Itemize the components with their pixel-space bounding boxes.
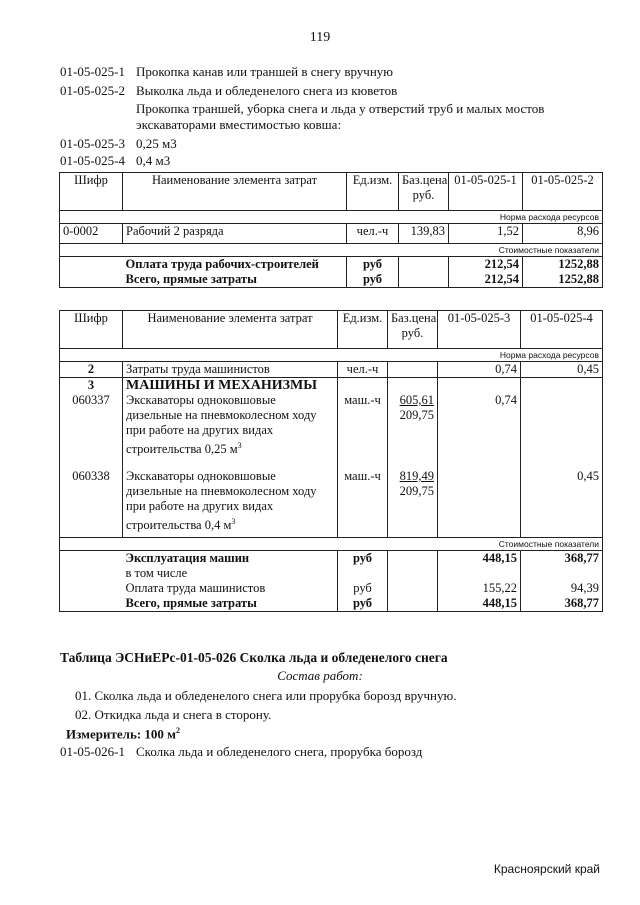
name-line: Экскаваторы одноковшовые bbox=[126, 469, 276, 484]
header-name: Наименование элемента затрат bbox=[123, 311, 338, 349]
cell-v1 bbox=[438, 469, 521, 538]
cell-code: 060338 bbox=[60, 469, 123, 538]
cell-name: Эксплуатация машин bbox=[123, 551, 338, 567]
header-col1: 01-05-025-1 bbox=[449, 173, 523, 211]
norm-label: Норма расхода ресурсов bbox=[60, 211, 603, 224]
header-code: Шифр bbox=[60, 173, 123, 211]
item-text: 0,25 м3 bbox=[136, 136, 177, 151]
cost-label: Стоимостные показатели bbox=[60, 538, 603, 551]
cell-v2 bbox=[521, 393, 603, 469]
cell-name bbox=[123, 393, 338, 469]
cell-unit: руб bbox=[338, 551, 388, 567]
mech-intro-line: Прокопка траншей, уборка снега и льда у отверстий труб и малых мостов bbox=[136, 101, 545, 116]
header-price: Баз.цена руб. bbox=[399, 173, 449, 211]
item-code: 01-05-025-2 bbox=[60, 83, 125, 98]
table-row bbox=[60, 393, 603, 469]
table-row bbox=[60, 257, 603, 273]
item-code: 01-05-025-1 bbox=[60, 64, 125, 79]
header-col2: 01-05-025-4 bbox=[521, 311, 603, 349]
header-unit: Ед.изм. bbox=[347, 173, 399, 211]
cell-price: 139,83 bbox=[399, 224, 449, 244]
cell-unit: маш.-ч bbox=[338, 393, 388, 469]
item-code: 01-05-025-4 bbox=[60, 153, 125, 168]
cost-label: Стоимостные показатели bbox=[60, 244, 603, 257]
cell-price: 605,61 bbox=[399, 393, 434, 407]
table-row bbox=[60, 581, 603, 596]
cell-v2: 1252,88 bbox=[523, 272, 603, 288]
work-item: 01. Сколка льда и обледенелого снега или прорубка борозд вручную. bbox=[75, 688, 457, 703]
cell-name: Оплата труда машинистов bbox=[123, 581, 338, 596]
cell-price-secondary: 209,75 bbox=[399, 408, 434, 422]
measure-unit bbox=[66, 726, 180, 742]
header-col1: 01-05-025-3 bbox=[438, 311, 521, 349]
name-line: дизельные на пневмоколесном ходу bbox=[126, 408, 317, 422]
item-text: Прокопка канав или траншей в снегу вручную bbox=[136, 64, 393, 79]
cell-v2: 1252,88 bbox=[523, 257, 603, 273]
cell-v1: 212,54 bbox=[449, 257, 523, 273]
table-row bbox=[60, 272, 603, 288]
cell-v1: 448,15 bbox=[438, 596, 521, 612]
table-row bbox=[60, 362, 603, 378]
cell-code: 0-0002 bbox=[60, 224, 123, 244]
cell-unit: чел.-ч bbox=[347, 224, 399, 244]
superscript: 3 bbox=[237, 441, 242, 450]
name-line: строительства 0,4 м bbox=[126, 518, 232, 533]
norm-label: Норма расхода ресурсов bbox=[60, 349, 603, 362]
mech-intro-line: экскаваторами вместимостью ковша: bbox=[136, 117, 342, 132]
footer-region: Красноярский край bbox=[493, 862, 600, 876]
cell-v1: 0,74 bbox=[438, 362, 521, 378]
cell-v1: 448,15 bbox=[438, 551, 521, 567]
table-row bbox=[60, 378, 603, 394]
resource-table-1 bbox=[59, 172, 603, 288]
item-text: 0,4 м3 bbox=[136, 153, 171, 168]
cell-name: в том числе bbox=[123, 566, 338, 581]
table-row bbox=[60, 469, 603, 538]
table-row bbox=[60, 566, 603, 581]
cell-unit: руб bbox=[338, 581, 388, 596]
cell-unit: маш.-ч bbox=[338, 469, 388, 538]
item-code: 01-05-025-3 bbox=[60, 136, 125, 151]
item-code: 01-05-026-1 bbox=[60, 744, 125, 759]
cell-unit: руб bbox=[347, 257, 399, 273]
header-col2: 01-05-025-2 bbox=[523, 173, 603, 211]
measure-superscript: 2 bbox=[176, 726, 181, 735]
table-row bbox=[60, 551, 603, 567]
cell-unit: чел.-ч bbox=[338, 362, 388, 378]
cell-v1: 155,22 bbox=[438, 581, 521, 596]
cell-v2: 0,45 bbox=[521, 362, 603, 378]
cell-v1: 0,74 bbox=[438, 393, 521, 469]
cell-name: Рабочий 2 разряда bbox=[123, 224, 347, 244]
header-code: Шифр bbox=[60, 311, 123, 349]
page-number: 119 bbox=[309, 30, 331, 45]
table-row bbox=[60, 224, 603, 244]
cell-v2: 0,45 bbox=[521, 469, 603, 538]
cell-v2: 94,39 bbox=[521, 581, 603, 596]
cell-name: Всего, прямые затраты bbox=[123, 272, 347, 288]
name-line: при работе на других видах bbox=[126, 423, 274, 437]
cell-price-secondary: 209,75 bbox=[399, 484, 434, 499]
header-price: Баз.цена руб. bbox=[388, 311, 438, 349]
cell-name: Оплата труда рабочих-строителей bbox=[123, 257, 347, 273]
item-text: Сколка льда и обледенелого снега, прорубка борозд bbox=[136, 744, 423, 759]
cell-v2: 368,77 bbox=[521, 596, 603, 612]
work-item: 02. Откидка льда и снега в сторону. bbox=[75, 707, 272, 722]
cell-v1: 212,54 bbox=[449, 272, 523, 288]
cell-code: 060337 bbox=[60, 393, 123, 469]
name-line: дизельные на пневмоколесном ходу bbox=[126, 484, 317, 499]
resource-table-2 bbox=[59, 310, 603, 612]
cell-code: 2 bbox=[60, 362, 123, 378]
cell-name bbox=[123, 469, 338, 538]
superscript: 3 bbox=[231, 517, 236, 527]
cell-name: Затраты труда машинистов bbox=[123, 362, 338, 378]
measure-text: Измеритель: 100 м bbox=[66, 726, 177, 742]
cell-v1: 1,52 bbox=[449, 224, 523, 244]
name-line: при работе на других видах bbox=[126, 499, 274, 514]
table-row bbox=[60, 596, 603, 612]
cell-v2: 8,96 bbox=[523, 224, 603, 244]
section-title: Таблица ЭСНиЕРс-01-05-026 Сколка льда и обледенелого снега bbox=[60, 650, 448, 665]
cell-code: 3 bbox=[60, 378, 123, 394]
cell-unit: руб bbox=[347, 272, 399, 288]
cell-price: 819,49 bbox=[399, 469, 434, 484]
item-text: Выколка льда и обледенелого снега из кюветов bbox=[136, 83, 398, 98]
works-title: Состав работ: bbox=[277, 668, 363, 683]
header-name: Наименование элемента затрат bbox=[123, 173, 347, 211]
cell-unit: руб bbox=[338, 596, 388, 612]
header-unit: Ед.изм. bbox=[338, 311, 388, 349]
name-line: строительства 0,25 м bbox=[126, 442, 238, 457]
name-line: Экскаваторы одноковшовые bbox=[126, 393, 276, 407]
cell-name: Всего, прямые затраты bbox=[123, 596, 338, 612]
cell-v2: 368,77 bbox=[521, 551, 603, 567]
cell-name: МАШИНЫ И МЕХАНИЗМЫ bbox=[123, 378, 338, 394]
